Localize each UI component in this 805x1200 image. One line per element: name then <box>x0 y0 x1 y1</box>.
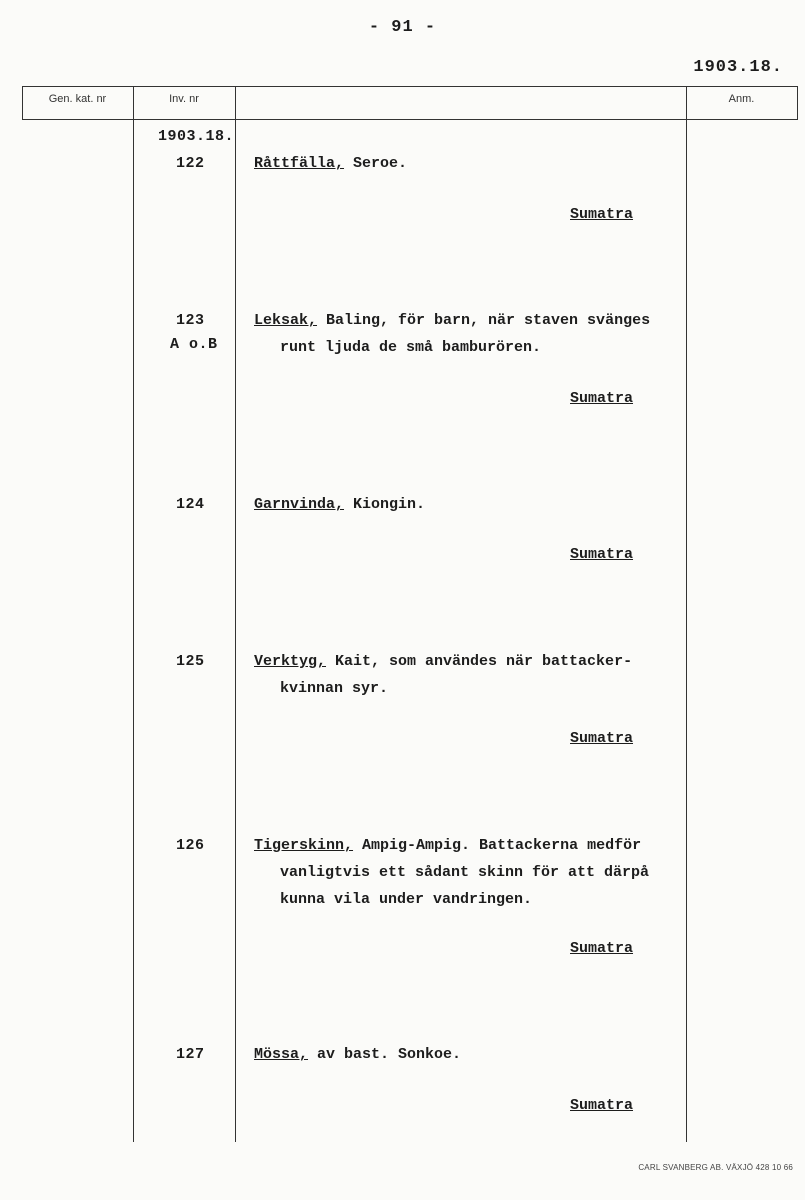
inv-number: 122 <box>176 155 205 172</box>
inv-number: 127 <box>176 1046 205 1063</box>
entry-title: Verktyg, <box>254 653 327 670</box>
entry-description <box>254 832 674 913</box>
entry-origin: Sumatra <box>570 1097 634 1114</box>
entry-origin: Sumatra <box>570 390 634 407</box>
entry-title: Tigerskinn, <box>254 837 354 854</box>
entry-origin: Sumatra <box>570 730 634 747</box>
entry-text-line: kunna vila under vandringen. <box>280 891 533 908</box>
entry-description <box>254 491 674 518</box>
inv-number: 123 <box>176 312 205 329</box>
page-number: - 91 - <box>368 18 437 37</box>
column-divider-inv-desc <box>235 86 236 1142</box>
entry-title: Leksak, <box>254 312 318 329</box>
column-divider-gen-inv <box>133 86 134 1142</box>
entry-description <box>254 648 674 702</box>
entry-text-line: Kait, som användes när battacker- <box>326 653 633 670</box>
entry-origin: Sumatra <box>570 546 634 563</box>
table-header-rule <box>22 119 798 120</box>
inv-number: 124 <box>176 496 205 513</box>
entry-origin: Sumatra <box>570 206 634 223</box>
column-header-gen-kat-nr: Gen. kat. nr <box>48 93 107 105</box>
column-header-anm: Anm. <box>728 93 755 105</box>
entry-title: Råttfälla, <box>254 155 345 172</box>
table-top-rule <box>22 86 798 87</box>
header-date: 1903.18. <box>693 58 783 77</box>
column-header-inv-nr: Inv. nr <box>169 93 199 105</box>
entry-description <box>254 150 674 177</box>
entry-description <box>254 307 674 361</box>
entry-text-line: Kiongin. <box>344 496 426 513</box>
inv-sub-number: A o.B <box>170 336 218 353</box>
entry-text-line: Seroe. <box>344 155 408 172</box>
entry-text-line: Ampig-Ampig. Battackerna medför <box>353 837 642 854</box>
printer-imprint: CARL SVANBERG AB. VÄXJÖ 428 10 66 <box>638 1163 793 1172</box>
entry-text-line: runt ljuda de små bamburören. <box>280 339 542 356</box>
table-right-border <box>797 86 798 120</box>
first-row-date: 1903.18. <box>158 128 235 145</box>
entry-title: Garnvinda, <box>254 496 345 513</box>
inv-number: 125 <box>176 653 205 670</box>
entry-text-line: vanligtvis ett sådant skinn för att därpå <box>280 864 650 881</box>
entry-origin: Sumatra <box>570 940 634 957</box>
entry-text-line: Baling, för barn, när staven svänges <box>317 312 651 329</box>
entry-title: Mössa, <box>254 1046 309 1063</box>
entry-text-line: kvinnan syr. <box>280 680 389 697</box>
inv-number: 126 <box>176 837 205 854</box>
entry-text-line: av bast. Sonkoe. <box>308 1046 462 1063</box>
entry-description <box>254 1041 674 1068</box>
column-divider-desc-anm <box>686 86 687 1142</box>
